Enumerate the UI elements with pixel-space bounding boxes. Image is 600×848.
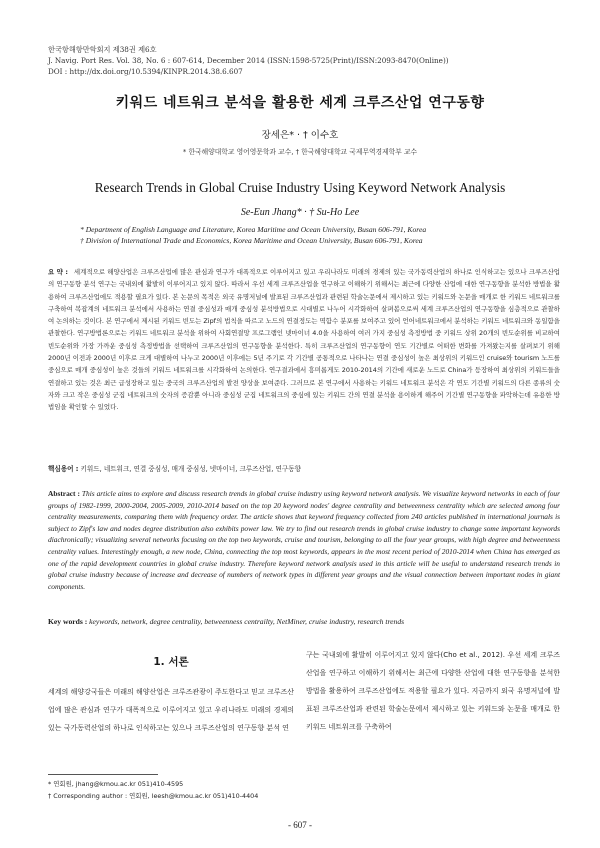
- footnote-divider: [48, 774, 158, 775]
- abstract-en: [48, 488, 560, 592]
- abstract-kr: [48, 266, 560, 414]
- paper-title-kr: 키워드 네트워크 분석을 활용한 세계 크루즈산업 연구동향: [115, 95, 485, 111]
- body-column-right: [306, 646, 560, 736]
- journal-citation: J. Navig. Port Res. Vol. 38, No. 6 : 607-614, December 2014 (ISSN:1598-5725(Print)/ISSN:2093-8470(Online)): [48, 56, 449, 65]
- abstract-en-text: This article aims to explore and discuss research trends in global cruise industry using keyword network analysis. We visualize keyword networks in each of four groups of 1982-1999, 2000-2004, 2005-2009, 2010-2014 based on the top 20 keyword nodes' degree centrality and betweenness centrality which are selected among four centrality measurements, comparing them with frequency order. The article shows that keyword frequency collected from 240 articles published in international journals is subject to Zipf's law and nodes degree distribution also exhibits power law. We try to find out research trends in global cruise industry to change some important keywords diachronically; visualizing several networks focusing on the top two keywords, cruise and tourism, belonging to all the four year groups, with high degree and betweenness centrality values. Interestingly enough, a new node, China, connecting the top most keywords, appears in the most recent period of 2010-2014 when China has emerged as one of the rapid development countries in global cruise industry. Therefore keyword network analysis used in this article will be useful to understand research trends in global cruise industry because of increase and decrease of numbers of network types in different year groups and the visual connection between important nodes in giant components.: [48, 489, 561, 591]
- abstract-en-label: Abstract :: [48, 489, 80, 498]
- affiliation-kr: * 한국해양대학교 영어영문학과 교수, † 한국해양대학교 국제무역경제학부 교수: [182, 148, 418, 156]
- footnote-author1: * 연회원, jhang@kmou.ac.kr 051)410-4595: [48, 780, 184, 788]
- keywords-en-label: Key words :: [48, 617, 88, 626]
- section-title-introduction: 1. 서론: [153, 656, 189, 668]
- journal-header: [48, 44, 568, 77]
- keywords-kr-text: 키워드, 네트워크, 연결 중심성, 매개 중심성, 넷마이너, 크루즈산업, 연구동향: [80, 465, 301, 473]
- keywords-en: [48, 617, 560, 626]
- affiliation-en-1: * Department of English Language and Literature, Korea Maritime and Ocean University, Busan 606-791, Korea: [80, 225, 427, 234]
- authors-en: Se-Eun Jhang* · † Su-Ho Lee: [240, 207, 360, 218]
- keywords-kr: [48, 463, 560, 473]
- abstract-kr-label: 요 약 :: [48, 268, 68, 276]
- affiliation-en-2: † Division of International Trade and Economics, Korea Maritime and Ocean University, Busan 606-791, Korea: [80, 236, 423, 245]
- page-number: - 607 -: [288, 820, 312, 830]
- journal-doi: DOI : http://dx.doi.org/10.5394/KINPR.2014.38.6.607: [48, 67, 243, 76]
- abstract-kr-text: 세계적으로 해양산업은 크루즈산업에 많은 관심과 연구가 대폭적으로 이루어지고 있고 우리나라도 미래의 경제의 있는 국가동력산업의 하나로 인식하고는 있으나 크루즈산업의 연구동향 분석 연구는 국내외에 활발히 이루어지고 있지 않다. 따라서 우선 세계 크루즈산업을 연구하고 이해하기 위해서는 최근에 다양한 산업에 대한 연구동향을 분석한 방법을 활용하여 크루즈산업에도 적용할 필요가 있다. 본 논문의 목적은 외국 유명저널에 발표된 크루즈산업과 관련된 학술논문에서 제시하고 있는 키워드와 논문을 매개로 한 키워드 네트워크를 구축하여 복잡계의 네트워크 분석에서 사용하는 연결 중심성과 매개 중심성 분석방법으로 시대별로 나누어 시각화하여 살펴봄으로써 세계 크루즈산업의 연구동향을 심층적으로 관찰하여 논의하는 것이다. 본 연구에서 제시된 키워드 빈도는 Zipf의 법칙을 따르고 노드의 연결정도는 멱함수 분포를 보여주고 있어 언어네트워크에서 분석하는 키워드 네트워크와 동일함을 관찰한다. 연구방법론으로는 키워드 네트워크 분석을 위하여 사회연결망 프로그램인 넷마이너 4.0을 사용하여 여러 가지 중심성 측정방법 중 키워드 상위 20개의 빈도순위를 비교하여 빈도순위와 가장 가까운 중심성 측정방법을 선택하여 크루즈산업의 연구동향을 분석한다. 특히 크루즈산업의 연구동향이 연도 기간별로 어떠한 변화를 가져왔는지를 살펴보기 위해 2000년 이전과 2000년 이후로 크게 대별하여 나누고 2000년 이후에는 5년 주기로 각 기간별 공통적으로 나타나는 연결 중심성이 높은 최상위의 키워드인 cruise와 tourism 노드를 중심으로 매개 중심성이 높은 것들의 키워드 네트워크를 시각화하여 논의한다. 연구결과에서 흥미롭게도 2010-2014의 기간에 새로운 노드로 China가 등장하여 최상위의 키워드들을 연결하고 있는 것은 최근 급성장하고 있는 중국의 크루즈산업의 발전 양상을 보여준다. 그러므로 본 연구에서 사용하는 키워드 네트워크 분석은 각 연도 기간별 키워드의 다른 종류의 숫자와 크고 작은 중심성 군집 네트워크의 숫자의 증감뿐 아니라 중심성 군집 네트워크의 중심에 있는 키워드 간의 연결 분석을 용이하게 해주어 기간별 연구동향을 파악하는데 유용한 방법임을 확인할 수 있었다.: [48, 268, 561, 412]
- keywords-kr-label: 핵심용어 :: [48, 465, 79, 473]
- paper-title-en: Research Trends in Global Cruise Industry Using Keyword Network Analysis: [94, 180, 506, 195]
- footnotes: [48, 779, 308, 802]
- footnote-corresponding: † Corresponding author : 연회원, leesh@kmou.ac.kr 051)410-4404: [48, 791, 259, 800]
- journal-name-kr: 한국항해항만학회지 제38권 제6호: [48, 45, 157, 54]
- intro-text-right: 구는 국내외에 활발히 이루어지고 있지 않다(Cho et al., 2012). 우선 세계 크루즈산업을 연구하고 이해하기 위해서는 최근에 다양한 산업에 대한 연구동향을 분석한 방법을 활용하여 크루즈산업에도 적용할 필요가 있다. 지금까지 외국 유명저널에 발표된 크루즈산업과 관련된 학술논문에서 제시하고 있는 키워드와 논문을 매개로 한 키워드 네트워크를 구축하여: [306, 651, 560, 731]
- affiliation-en: [80, 224, 550, 246]
- body-column-left: [48, 646, 294, 737]
- keywords-en-text: keywords, network, degree centrality, betweenness centrailty, NetMiner, cruise industry, research trends: [89, 617, 405, 626]
- authors-kr: 장세은* · † 이수호: [261, 130, 339, 141]
- intro-text-left: 세계의 해양강국들은 미래의 해양산업은 크루즈관광이 주도한다고 믿고 크루즈산업에 많은 관심과 연구가 대폭적으로 이루어지고 있고 우리나라도 미래의 경제의 있는 국가동력산업의 하나로 인식하고는 있으나 크루즈산업의 연구동향 분석 연: [48, 688, 294, 732]
